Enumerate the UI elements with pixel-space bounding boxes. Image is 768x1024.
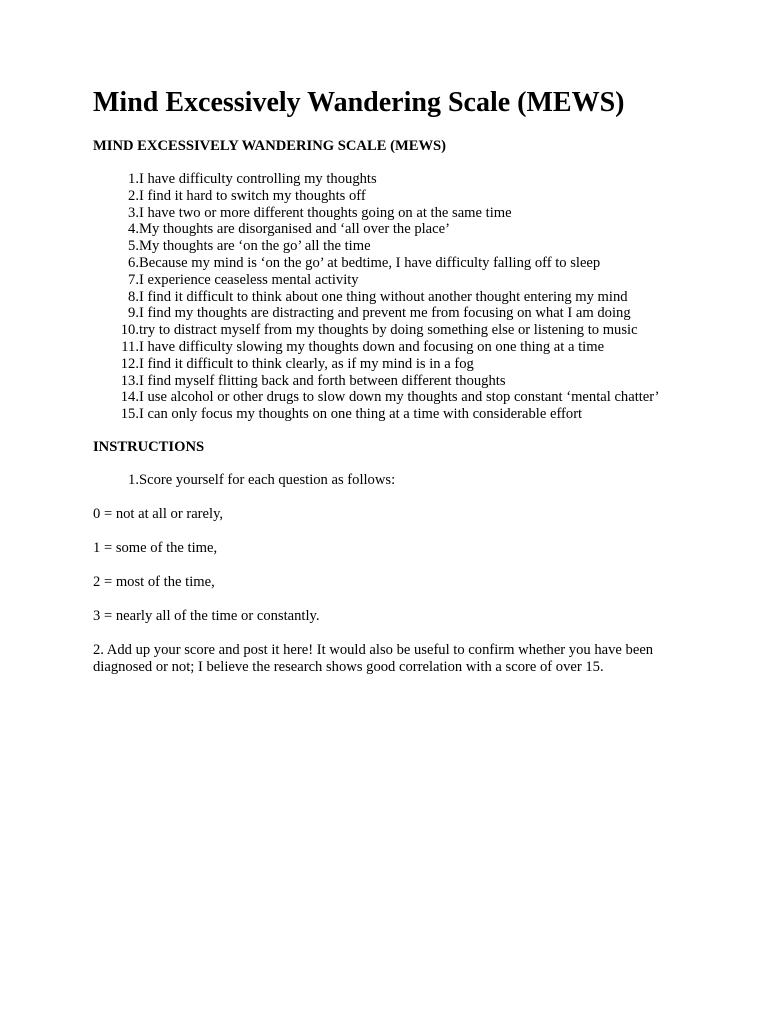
item-number: 7. (128, 271, 139, 288)
item-number: 8. (128, 288, 139, 305)
item-number: 10. (120, 322, 139, 339)
item-number: 5. (128, 238, 139, 255)
item-text: I find it difficult to think clearly, as if my mind is in a fog (139, 355, 474, 372)
item-number: 14. (120, 389, 139, 406)
item-number: 13. (120, 372, 139, 389)
list-item (93, 472, 683, 489)
instruction-number: 1. (128, 471, 139, 488)
list-item (93, 221, 683, 238)
item-text: I experience ceaseless mental activity (139, 271, 359, 288)
item-number: 1. (128, 171, 139, 187)
item-number: 12. (120, 355, 139, 372)
list-item (93, 389, 683, 406)
instructions-heading: INSTRUCTIONS (93, 438, 205, 455)
list-item (93, 188, 683, 205)
item-number: 11. (121, 338, 139, 355)
item-text: I have difficulty controlling my thoughts (139, 171, 377, 187)
scale-subheading: MIND EXCESSIVELY WANDERING SCALE (MEWS) (93, 138, 447, 154)
score-line-3: 3 = nearly all of the time or constantly. (93, 607, 320, 624)
score-line-2: 2 = most of the time, (93, 573, 215, 590)
list-item (93, 238, 683, 255)
item-text: try to distract myself from my thoughts by doing something else or listening to music (139, 322, 638, 339)
item-number: 15. (120, 406, 139, 423)
item-text: I find it hard to switch my thoughts off (139, 187, 366, 204)
item-text: My thoughts are disorganised and ‘all over the place’ (139, 221, 450, 238)
item-number: 2. (128, 187, 139, 204)
item-text: Because my mind is ‘on the go’ at bedtime, I have difficulty falling off to sleep (139, 254, 601, 271)
list-item (93, 171, 683, 188)
list-item (93, 373, 683, 390)
document-title: Mind Excessively Wandering Scale (MEWS) (93, 87, 625, 118)
item-text: I find it difficult to think about one thing without another thought entering my mind (139, 288, 628, 305)
document-page (93, 86, 683, 693)
list-item (93, 205, 683, 222)
list-item (93, 289, 683, 306)
list-item (93, 322, 683, 339)
question-list (93, 171, 683, 423)
item-text: I can only focus my thoughts on one thing at a time with considerable effort (139, 406, 583, 423)
item-text: I have difficulty slowing my thoughts down and focusing on one thing at a time (139, 338, 605, 355)
score-line-0: 0 = not at all or rarely, (93, 505, 224, 522)
instruction-text: Score yourself for each question as follows: (139, 471, 396, 488)
item-text: My thoughts are ‘on the go’ all the time (139, 238, 371, 255)
instructions-list (93, 472, 683, 489)
item-number: 4. (128, 221, 139, 238)
list-item (93, 406, 683, 423)
item-text: I use alcohol or other drugs to slow down my thoughts and stop constant ‘mental chatter’ (139, 389, 660, 406)
item-text: I find myself flitting back and forth between different thoughts (139, 372, 506, 389)
item-text: I find my thoughts are distracting and prevent me from focusing on what I am doing (139, 305, 631, 322)
item-number: 9. (128, 305, 139, 322)
list-item (93, 272, 683, 289)
list-item (93, 339, 683, 356)
list-item (93, 356, 683, 373)
list-item (93, 255, 683, 272)
item-number: 3. (128, 204, 139, 221)
instruction-2-paragraph: 2. Add up your score and post it here! It would also be useful to confirm whether you have been diagnosed or not; I believe the research shows good correlation with a score of over 15. (93, 641, 654, 675)
list-item (93, 305, 683, 322)
item-number: 6. (128, 254, 139, 271)
item-text: I have two or more different thoughts going on at the same time (139, 204, 512, 221)
score-line-1: 1 = some of the time, (93, 539, 218, 556)
